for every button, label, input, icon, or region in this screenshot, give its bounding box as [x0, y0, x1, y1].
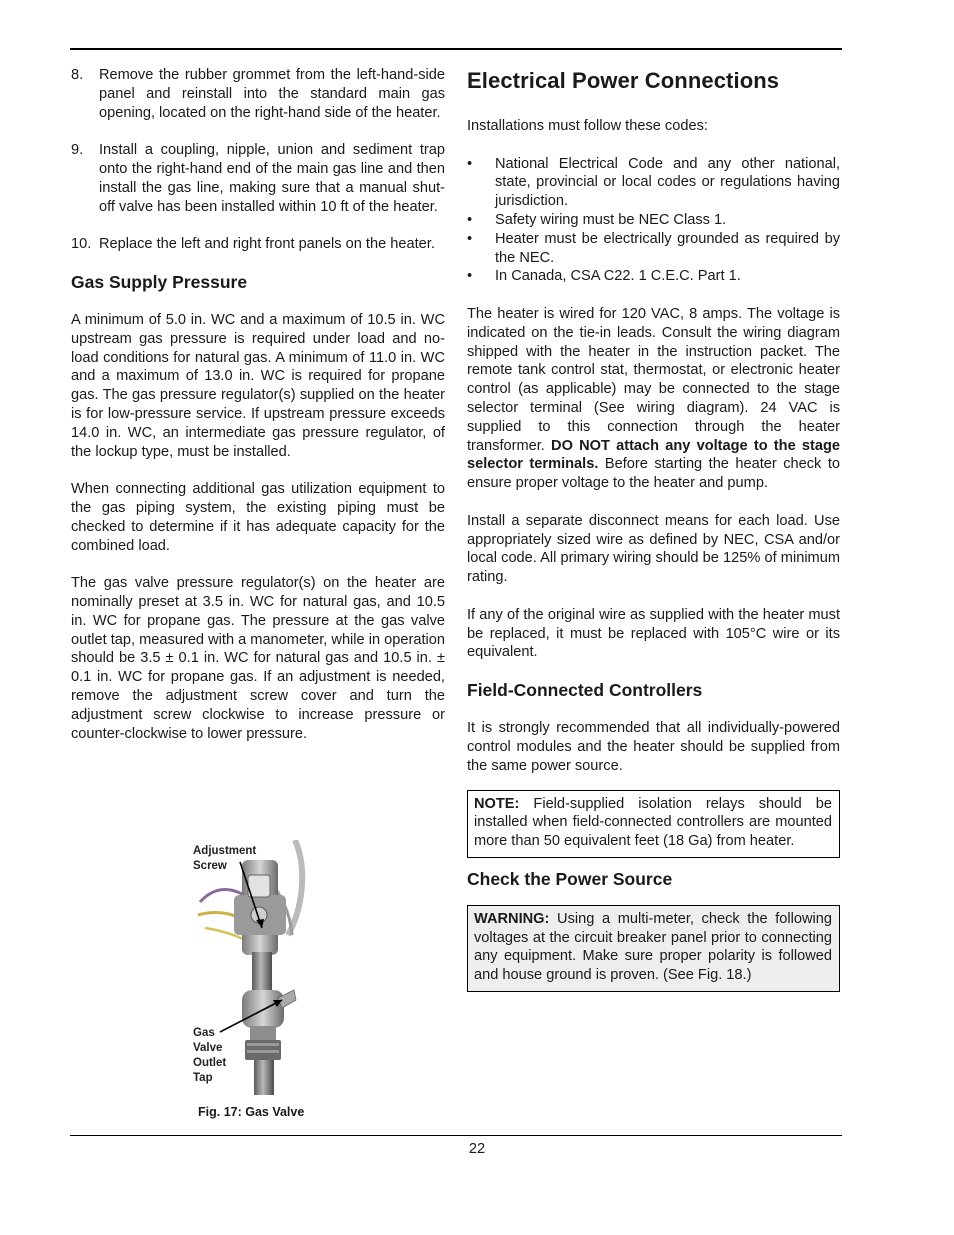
disconnect-paragraph: Install a separate disconnect means for each load. Use appropriately sized wire as defined by NEC, CSA and/or local code. All primary wiring should be 125% of minimum rating. [467, 512, 840, 586]
install-steps [71, 66, 445, 254]
step-number: 10. [71, 236, 92, 253]
bullet-icon: • [467, 230, 473, 247]
step-number: 9. [71, 142, 84, 159]
step-item [71, 66, 445, 122]
step-text: Replace the left and right front panels on the heater. [99, 236, 435, 253]
bullet-icon: • [467, 211, 473, 228]
figure-caption: Fig. 17: Gas Valve [198, 1105, 305, 1119]
section-title: Electrical Power Connections [467, 68, 780, 93]
page-number: 22 [468, 1141, 486, 1157]
warning-box [467, 905, 840, 992]
code-text: In Canada, CSA C22. 1 C.E.C. Part 1. [495, 268, 741, 285]
note-label: NOTE: [474, 795, 520, 812]
gas-supply-paragraph-1: A minimum of 5.0 in. WC and a maximum of 10.5 in. WC upstream gas pressure is required under load and no-load conditions for natural gas. A minimum of 11.0 in. WC and a maximum of 13.0 in. WC is required for propane gas. The gas pressure regulator(s) supplied on the heater is for low-pressure service. If upstream pressure exceeds 14.0 in. WC, an intermediate gas pressure regulator, of the lockup type, must be installed. [71, 311, 445, 460]
label-outlet-4: Tap [193, 1072, 213, 1084]
wiring-text-a: The heater is wired for 120 VAC, 8 amps. The voltage is indicated on the tie-in leads. Consult the wiring diagram shipped with the heater in the instruction packet. The remote tank control stat, thermostat, or electronic heater control (as applicable) may be connected to the stage selector terminal (See wiring diagram). 24 VAC is supplied to this connection through the heater transformer. [467, 305, 840, 454]
note-box [467, 790, 840, 858]
label-outlet-3: Outlet [193, 1057, 227, 1069]
step-item [71, 235, 445, 254]
gas-supply-paragraph-2: When connecting additional gas utilization equipment to the gas piping system, the existing piping must be checked to determine if it has adequate capacity for the combined load. [71, 481, 445, 554]
footer-rule [70, 1135, 842, 1136]
wiring-paragraph [467, 305, 840, 493]
bullet-icon: • [467, 268, 473, 285]
step-item [71, 141, 445, 216]
step-number: 8. [71, 67, 84, 83]
power-source-heading: Check the Power Source [467, 868, 673, 889]
wiring-text-b: Before starting the heater check to ensure proper voltage to the heater and pump. [467, 456, 840, 492]
code-text: National Electrical Code and any other national, state, provincial or local codes or regulations having jurisdiction. [495, 155, 840, 210]
field-controllers-paragraph: It is strongly recommended that all individually-powered control modules and the heater should be supplied from the same power source. [467, 720, 840, 774]
wire-paragraph: If any of the original wire as supplied with the heater must be replaced, it must be replaced with 105°C wire or its equivalent. [467, 606, 840, 661]
code-text: Safety wiring must be NEC Class 1. [495, 211, 727, 228]
label-outlet-2: Valve [193, 1042, 223, 1054]
step-text: Remove the rubber grommet from the left-hand-side panel and reinstall into the standard main gas opening, located on the right-hand side of the heater. [99, 67, 445, 121]
gas-supply-paragraph-3: The gas valve pressure regulator(s) on the heater are nominally preset at 3.5 in. WC for natural gas, and 10.5 in. WC for propane gas. The pressure at the gas valve outlet tap, measured with a manometer, while in operation should be 3.5 ± 0.1 in. WC for natural gas and 10.5 in. ± 0.1 in. WC for propane gas. If an adjustment is needed, remove the adjustment screw cover and turn the adjustment screw clockwise to increase pressure or counter-clockwise to lower pressure. [71, 575, 445, 742]
header-rule [70, 48, 842, 50]
list-item [467, 155, 840, 211]
label-adjustment-2: Screw [193, 860, 227, 872]
field-controllers-heading: Field-Connected Controllers [467, 680, 703, 701]
wiring-warning-bold: DO NOT attach any voltage to the stage selector terminals. [467, 437, 840, 473]
codes-list [467, 155, 840, 287]
warning-text: Using a multi-meter, check the following voltages at the circuit breaker panel prior to connecting any equipment. Make sure proper polarity is followed and house ground is proven. (See Fig. 18.) [474, 910, 832, 984]
list-item [467, 230, 840, 268]
label-outlet-1: Gas [193, 1027, 215, 1039]
gas-supply-heading: Gas Supply Pressure [71, 271, 248, 292]
codes-intro: Installations must follow these codes: [467, 118, 708, 134]
code-text: Heater must be electrically grounded as required by the NEC. [495, 230, 840, 266]
label-adjustment-1: Adjustment [193, 845, 257, 857]
note-text: Field-supplied isolation relays should be installed when field-connected controllers are mounted more than 50 equivalent feet (18 Ga) from heater. [474, 795, 832, 850]
left-column [71, 66, 445, 743]
right-column [467, 66, 840, 992]
warning-label: WARNING: [474, 910, 550, 927]
list-item [467, 267, 840, 286]
gas-valve-photo [190, 840, 315, 1095]
bullet-icon: • [467, 155, 473, 172]
step-text: Install a coupling, nipple, union and sediment trap onto the right-hand end of the main gas line and then install the gas line, making sure that a manual shut-off valve has been installed within 10 ft of the heater. [99, 142, 445, 215]
list-item [467, 211, 840, 230]
